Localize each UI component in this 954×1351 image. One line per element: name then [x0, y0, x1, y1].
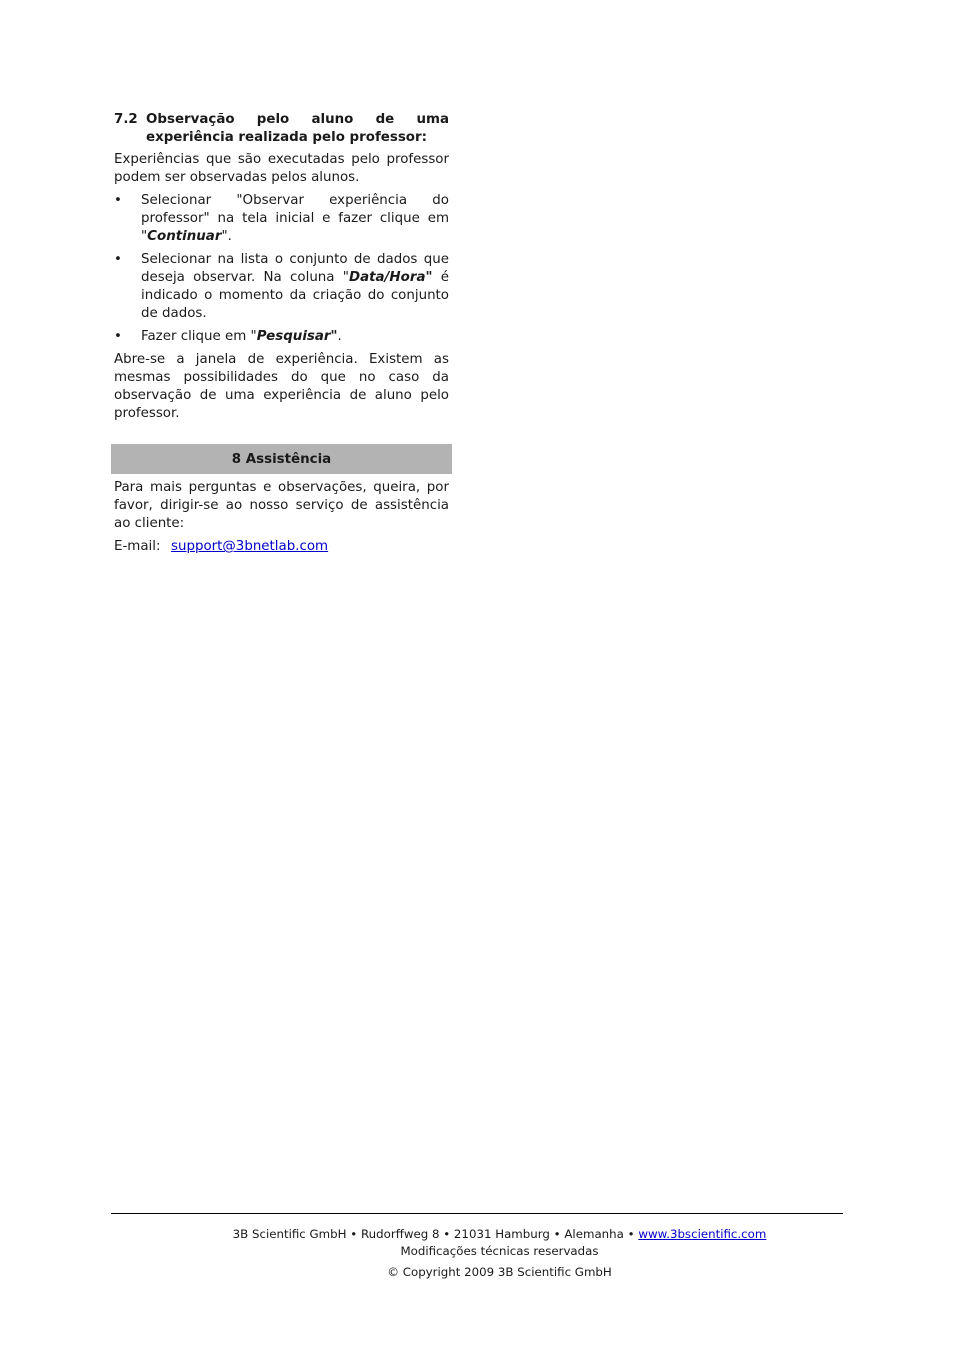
website-link[interactable]: www.3bscientific.com [638, 1227, 767, 1241]
section-8-header: 8 Assistência [111, 444, 452, 474]
outro-paragraph: Abre-se a janela de experiência. Existem as mesmas possibilidades do que no caso da observação de uma experiência de aluno pelo professor. [114, 352, 449, 421]
footer-address-line [111, 1226, 888, 1243]
section-7-2 [114, 111, 449, 428]
footer-divider [111, 1213, 843, 1214]
section-heading [114, 111, 449, 147]
bullet-icon: • [114, 252, 122, 267]
pesquisar-term: Pesquisar" [256, 329, 338, 344]
page-footer [111, 1226, 888, 1281]
footer-copyright: © Copyright 2009 3B Scientific GmbH [387, 1265, 612, 1279]
step-text: Selecionar "Observar experiência do professor" na tela inicial e fazer clique em "Continuar". [141, 193, 449, 244]
email-label: E-mail: [114, 539, 161, 554]
section-number: 7.2 [114, 112, 138, 127]
list-item [114, 251, 449, 323]
support-email-link[interactable]: support@3bnetlab.com [171, 539, 329, 554]
data-hora-term: Data/Hora" [348, 270, 433, 285]
intro-paragraph: Experiências que são executadas pelo professor podem ser observadas pelos alunos. [114, 152, 449, 185]
step-text: Selecionar na lista o conjunto de dados que deseja observar. Na coluna "Data/Hora" é indicado o momento da criação do conjunto de dados. [141, 252, 449, 321]
steps-list [114, 192, 449, 346]
section-title: Observação pelo aluno de uma experiência realizada pelo professor: [146, 112, 449, 145]
list-item [114, 328, 449, 346]
email-row [114, 538, 449, 556]
step-text: Fazer clique em "Pesquisar". [141, 329, 342, 344]
section-8 [114, 479, 449, 556]
footer-address: 3B Scientific GmbH • Rudorffweg 8 • 21031 Hamburg • Alemanha • [232, 1227, 639, 1241]
list-item [114, 192, 449, 246]
bullet-icon: • [114, 329, 122, 344]
bullet-icon: • [114, 193, 122, 208]
support-paragraph: Para mais perguntas e observações, queira, por favor, dirigir-se ao nosso serviço de assistência ao cliente: [114, 480, 449, 531]
footer-notice: Modificações técnicas reservadas [400, 1244, 599, 1258]
continuar-term: Continuar [147, 229, 222, 244]
